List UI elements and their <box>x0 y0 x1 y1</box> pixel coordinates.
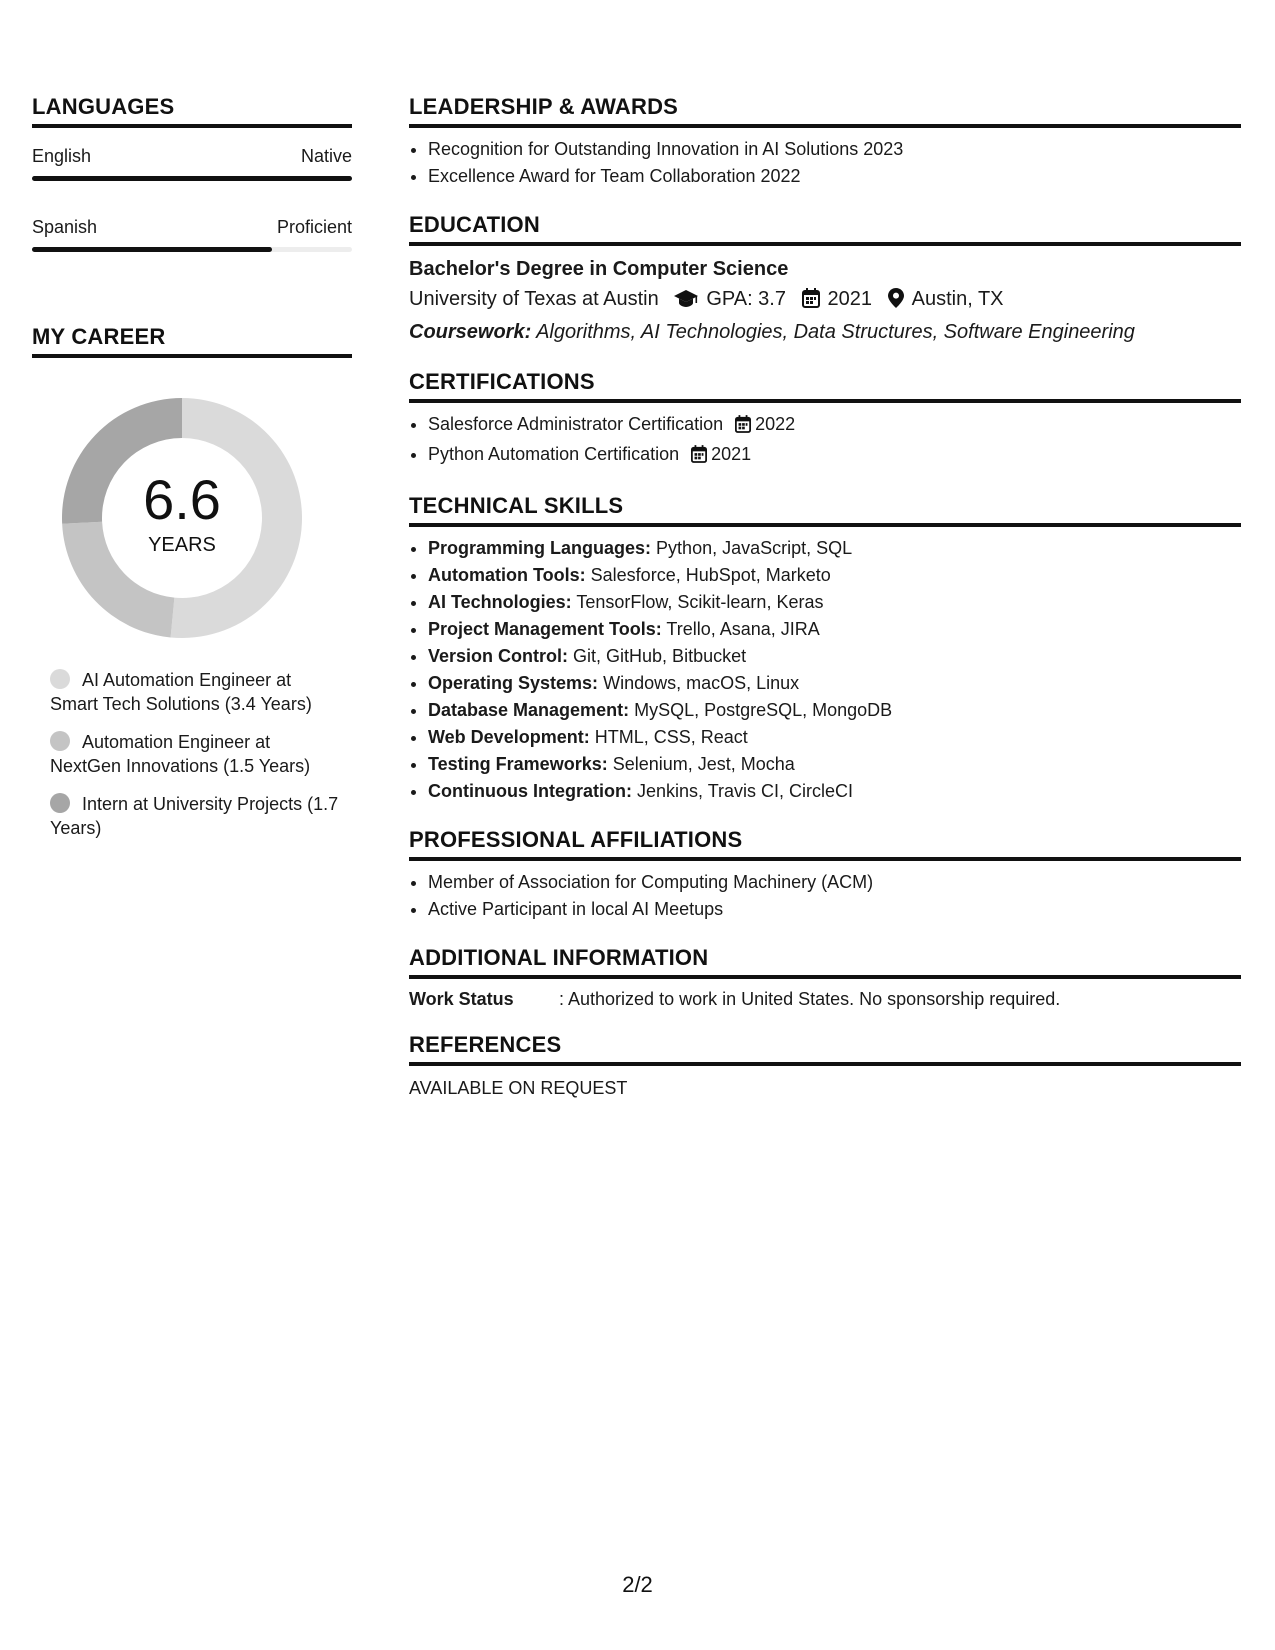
education-location: Austin, TX <box>911 288 1004 310</box>
skill-item <box>428 589 1241 616</box>
career-legend-label: AI Automation Engineer at Smart Tech Solutions (3.4 Years) <box>50 670 312 714</box>
list-item <box>428 441 1241 471</box>
language-level: Native <box>300 146 352 166</box>
skill-label: Continuous Integration: <box>428 781 632 801</box>
education-year: 2021 <box>827 288 873 310</box>
career-legend-label: Intern at University Projects (1.7 Years) <box>50 794 339 838</box>
right-column <box>409 94 1241 1121</box>
skill-item <box>428 670 1241 697</box>
skill-value: Selenium, Jest, Mocha <box>612 754 795 774</box>
leadership-heading: LEADERSHIP & AWARDS <box>409 94 1241 128</box>
skill-value: Trello, Asana, JIRA <box>666 619 820 639</box>
education-details <box>409 284 1241 317</box>
calendar-icon <box>735 414 751 441</box>
legend-dot-icon <box>50 669 70 689</box>
skill-label: Web Development: <box>428 727 590 747</box>
language-level: Proficient <box>276 217 352 237</box>
skill-value: Windows, macOS, Linux <box>603 673 800 693</box>
graduation-cap-icon <box>674 287 698 317</box>
certification-year: 2021 <box>711 444 752 464</box>
certification-year: 2022 <box>755 414 796 434</box>
certification-name: Python Automation Certification <box>428 444 680 464</box>
list-item: • Recognition for Outstanding Innovation in AI Solutions 2023 <box>428 136 1241 163</box>
list-item: • Active Participant in local AI Meetups <box>428 896 1241 923</box>
location-pin-icon <box>888 287 904 317</box>
career-total-unit: YEARS <box>148 533 216 556</box>
skill-label: AI Technologies: <box>428 592 572 612</box>
work-status-label: Work Status <box>409 989 514 1009</box>
skill-item <box>428 751 1241 778</box>
language-proficiency-fill <box>32 176 352 181</box>
career-legend <box>50 668 340 840</box>
calendar-icon <box>802 287 820 317</box>
affiliations-section <box>409 827 1241 923</box>
languages-heading: LANGUAGES <box>32 94 352 128</box>
language-item <box>32 217 352 252</box>
additional-info-section <box>409 945 1241 1010</box>
skills-list <box>409 535 1241 805</box>
career-legend-label: Automation Engineer at NextGen Innovations (1.5 Years) <box>50 732 311 776</box>
education-degree: Bachelor's Degree in Computer Science <box>409 258 789 280</box>
left-column <box>32 94 352 854</box>
language-name: English <box>32 146 92 166</box>
legend-dot-icon <box>50 731 70 751</box>
references-text: AVAILABLE ON REQUEST <box>409 1078 628 1098</box>
list-item <box>428 411 1241 441</box>
skill-value: TensorFlow, Scikit-learn, Keras <box>576 592 824 612</box>
work-status-value: : Authorized to work in United States. No sponsorship required. <box>559 989 1061 1009</box>
skill-item <box>428 535 1241 562</box>
education-school: University of Texas at Austin <box>409 288 659 310</box>
skill-label: Automation Tools: <box>428 565 586 585</box>
language-proficiency-fill <box>32 247 272 252</box>
list-item: • Member of Association for Computing Machinery (ACM) <box>428 869 1241 896</box>
skill-item <box>428 697 1241 724</box>
skill-label: Testing Frameworks: <box>428 754 608 774</box>
references-heading: REFERENCES <box>409 1032 1241 1066</box>
skills-heading: TECHNICAL SKILLS <box>409 493 1241 527</box>
languages-section <box>32 94 352 252</box>
career-heading: MY CAREER <box>32 324 352 358</box>
skill-item <box>428 778 1241 805</box>
skill-value: MySQL, PostgreSQL, MongoDB <box>634 700 893 720</box>
references-section <box>409 1032 1241 1099</box>
language-item <box>32 146 352 181</box>
education-section <box>409 212 1241 347</box>
page-number: 2/2 <box>622 1572 653 1597</box>
certifications-section <box>409 369 1241 471</box>
education-coursework <box>409 317 1241 347</box>
career-legend-item <box>50 668 340 716</box>
career-total-value: 6.6 <box>143 467 221 531</box>
career-donut-chart <box>62 398 302 638</box>
legend-dot-icon <box>50 793 70 813</box>
calendar-icon <box>691 444 707 471</box>
certifications-list <box>409 411 1241 471</box>
certification-name: Salesforce Administrator Certification <box>428 414 724 434</box>
skill-label: Operating Systems: <box>428 673 599 693</box>
leadership-list <box>409 136 1241 190</box>
coursework-value: Algorithms, AI Technologies, Data Structures, Software Engineering <box>536 321 1135 343</box>
career-section <box>32 324 352 840</box>
language-proficiency-bar <box>32 247 352 252</box>
skill-item <box>428 724 1241 751</box>
skill-value: Python, JavaScript, SQL <box>656 538 853 558</box>
skills-section <box>409 493 1241 805</box>
work-status-row <box>409 988 1241 1010</box>
coursework-label: Coursework: <box>409 321 532 343</box>
education-heading: EDUCATION <box>409 212 1241 246</box>
skill-item <box>428 562 1241 589</box>
additional-info-heading: ADDITIONAL INFORMATION <box>409 945 1241 979</box>
leadership-section <box>409 94 1241 190</box>
education-gpa: GPA: 3.7 <box>706 288 786 310</box>
skill-label: Project Management Tools: <box>428 619 662 639</box>
skill-label: Version Control: <box>428 646 569 666</box>
affiliations-list <box>409 869 1241 923</box>
skill-item <box>428 643 1241 670</box>
skill-value: HTML, CSS, React <box>594 727 748 747</box>
skill-value: Jenkins, Travis CI, CircleCI <box>636 781 854 801</box>
language-name: Spanish <box>32 217 98 237</box>
certifications-heading: CERTIFICATIONS <box>409 369 1241 403</box>
skill-label: Programming Languages: <box>428 538 652 558</box>
skill-item <box>428 616 1241 643</box>
career-legend-item <box>50 730 340 778</box>
skill-value: Salesforce, HubSpot, Marketo <box>590 565 831 585</box>
skill-label: Database Management: <box>428 700 630 720</box>
language-proficiency-bar <box>32 176 352 181</box>
affiliations-heading: PROFESSIONAL AFFILIATIONS <box>409 827 1241 861</box>
list-item: • Excellence Award for Team Collaboration 2022 <box>428 163 1241 190</box>
career-legend-item <box>50 792 340 840</box>
skill-value: Git, GitHub, Bitbucket <box>573 646 747 666</box>
